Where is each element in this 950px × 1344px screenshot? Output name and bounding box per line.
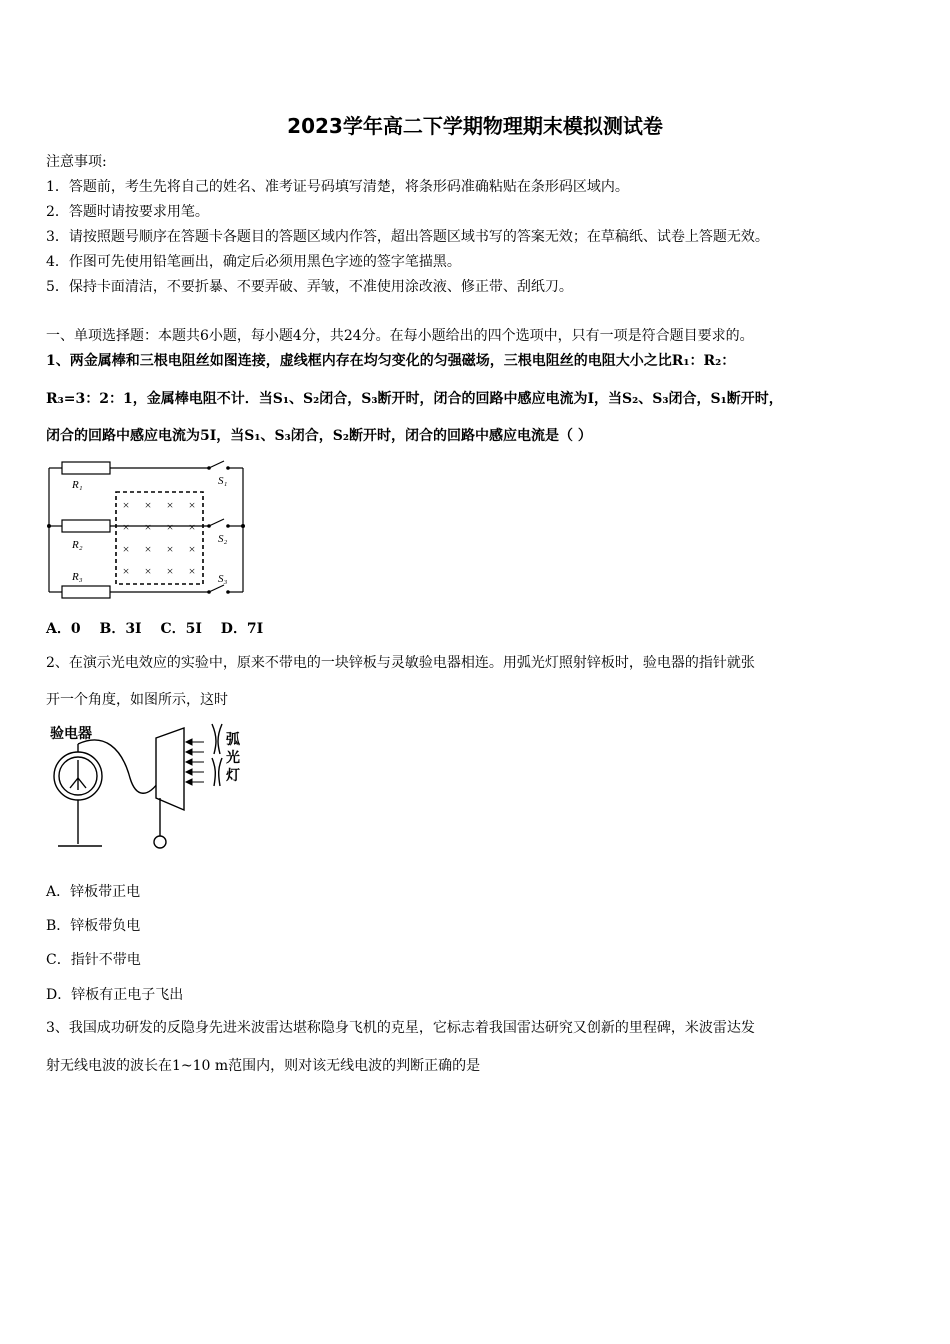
q3-line-2: 射无线电波的波长在1~10 m范围内，则对该无线电波的判断正确的是 <box>46 1058 481 1074</box>
label-r3: R₃ <box>72 571 83 583</box>
label-electroscope: 验电器 <box>50 726 92 742</box>
q2-option-d[interactable]: D．锌板有正电子飞出 <box>46 987 184 1003</box>
notice-item-2: 2．答题时请按要求用笔。 <box>46 204 209 220</box>
q2-option-a[interactable]: A．锌板带正电 <box>46 884 141 900</box>
field-mark: × <box>188 542 196 556</box>
notice-item-3: 3．请按照题号顺序在答题卡各题目的答题区域内作答，超出答题区域书写的答案无效；在草稿纸、试卷上答题无效。 <box>46 229 769 245</box>
field-mark: × <box>144 520 152 534</box>
notice-item-1: 1．答题前，考生先将自己的姓名、准考证号码填写清楚，将条形码准确粘贴在条形码区域内。 <box>46 179 629 195</box>
notice-heading: 注意事项: <box>46 154 107 170</box>
field-mark: × <box>122 520 130 534</box>
q2-option-c[interactable]: C．指针不带电 <box>46 952 141 968</box>
label-r2: R₂ <box>72 539 83 551</box>
q1-option-b[interactable]: B．3I <box>99 621 142 637</box>
q2-line-1: 2、在演示光电效应的实验中，原来不带电的一块锌板与灵敏验电器相连。用弧光灯照射锌板时，验电器的指针就张 <box>46 655 755 671</box>
q1-circuit-figure <box>44 456 250 601</box>
label-lamp-1: 弧 <box>226 732 240 748</box>
q1-option-c[interactable]: C．5I <box>160 621 202 637</box>
q1-line-2: R₃=3：2：1，金属棒电阻不计．当S₁、S₂闭合，S₃断开时，闭合的回路中感应电流为I，当S₂、S₃闭合，S₁断开时， <box>46 391 783 407</box>
field-mark: × <box>166 542 174 556</box>
notice-item-4: 4．作图可先使用铅笔画出，确定后必须用黑色字迹的签字笔描黑。 <box>46 254 461 270</box>
field-mark: × <box>166 564 174 578</box>
label-s3: S₃ <box>218 573 228 585</box>
label-s2: S₂ <box>218 533 228 545</box>
q1-line-3: 闭合的回路中感应电流为5I，当S₁、S₃闭合，S₂断开时，闭合的回路中感应电流是（ ） <box>46 428 592 444</box>
field-mark: × <box>144 542 152 556</box>
q3-line-1: 3、我国成功研发的反隐身先进米波雷达堪称隐身飞机的克星，它标志着我国雷达研究又创新的里程碑，米波雷达发 <box>46 1020 755 1036</box>
q1-option-a[interactable]: A．0 <box>46 621 81 637</box>
field-mark: × <box>144 564 152 578</box>
field-mark: × <box>188 498 196 512</box>
q1-options <box>46 619 277 639</box>
field-mark: × <box>166 498 174 512</box>
page-title: 2023学年高二下学期物理期末模拟测试卷 <box>287 114 663 138</box>
label-s1: S₁ <box>218 475 228 487</box>
section-heading: 一、单项选择题：本题共6小题，每小题4分，共24分。在每小题给出的四个选项中，只有一项是符合题目要求的。 <box>46 328 754 344</box>
field-mark: × <box>122 542 130 556</box>
q2-photoelectric-figure <box>44 718 250 858</box>
q1-option-d[interactable]: D．7I <box>220 621 264 637</box>
field-mark: × <box>166 520 174 534</box>
label-r1: R₁ <box>72 479 83 491</box>
notice-item-5: 5．保持卡面清洁，不要折暴、不要弄破、弄皱，不准使用涂改液、修正带、刮纸刀。 <box>46 279 573 295</box>
q2-line-2: 开一个角度，如图所示，这时 <box>46 692 228 708</box>
field-mark: × <box>122 564 130 578</box>
field-mark: × <box>144 498 152 512</box>
q1-line-1: 1、两金属棒和三根电阻丝如图连接，虚线框内存在均匀变化的匀强磁场，三根电阻丝的电阻大小之比R₁：R₂： <box>46 353 736 369</box>
label-lamp-3: 灯 <box>226 768 240 784</box>
q2-option-b[interactable]: B．锌板带负电 <box>46 918 141 934</box>
field-mark: × <box>188 564 196 578</box>
field-mark: × <box>122 498 130 512</box>
field-mark: × <box>188 520 196 534</box>
label-lamp-2: 光 <box>226 750 240 766</box>
